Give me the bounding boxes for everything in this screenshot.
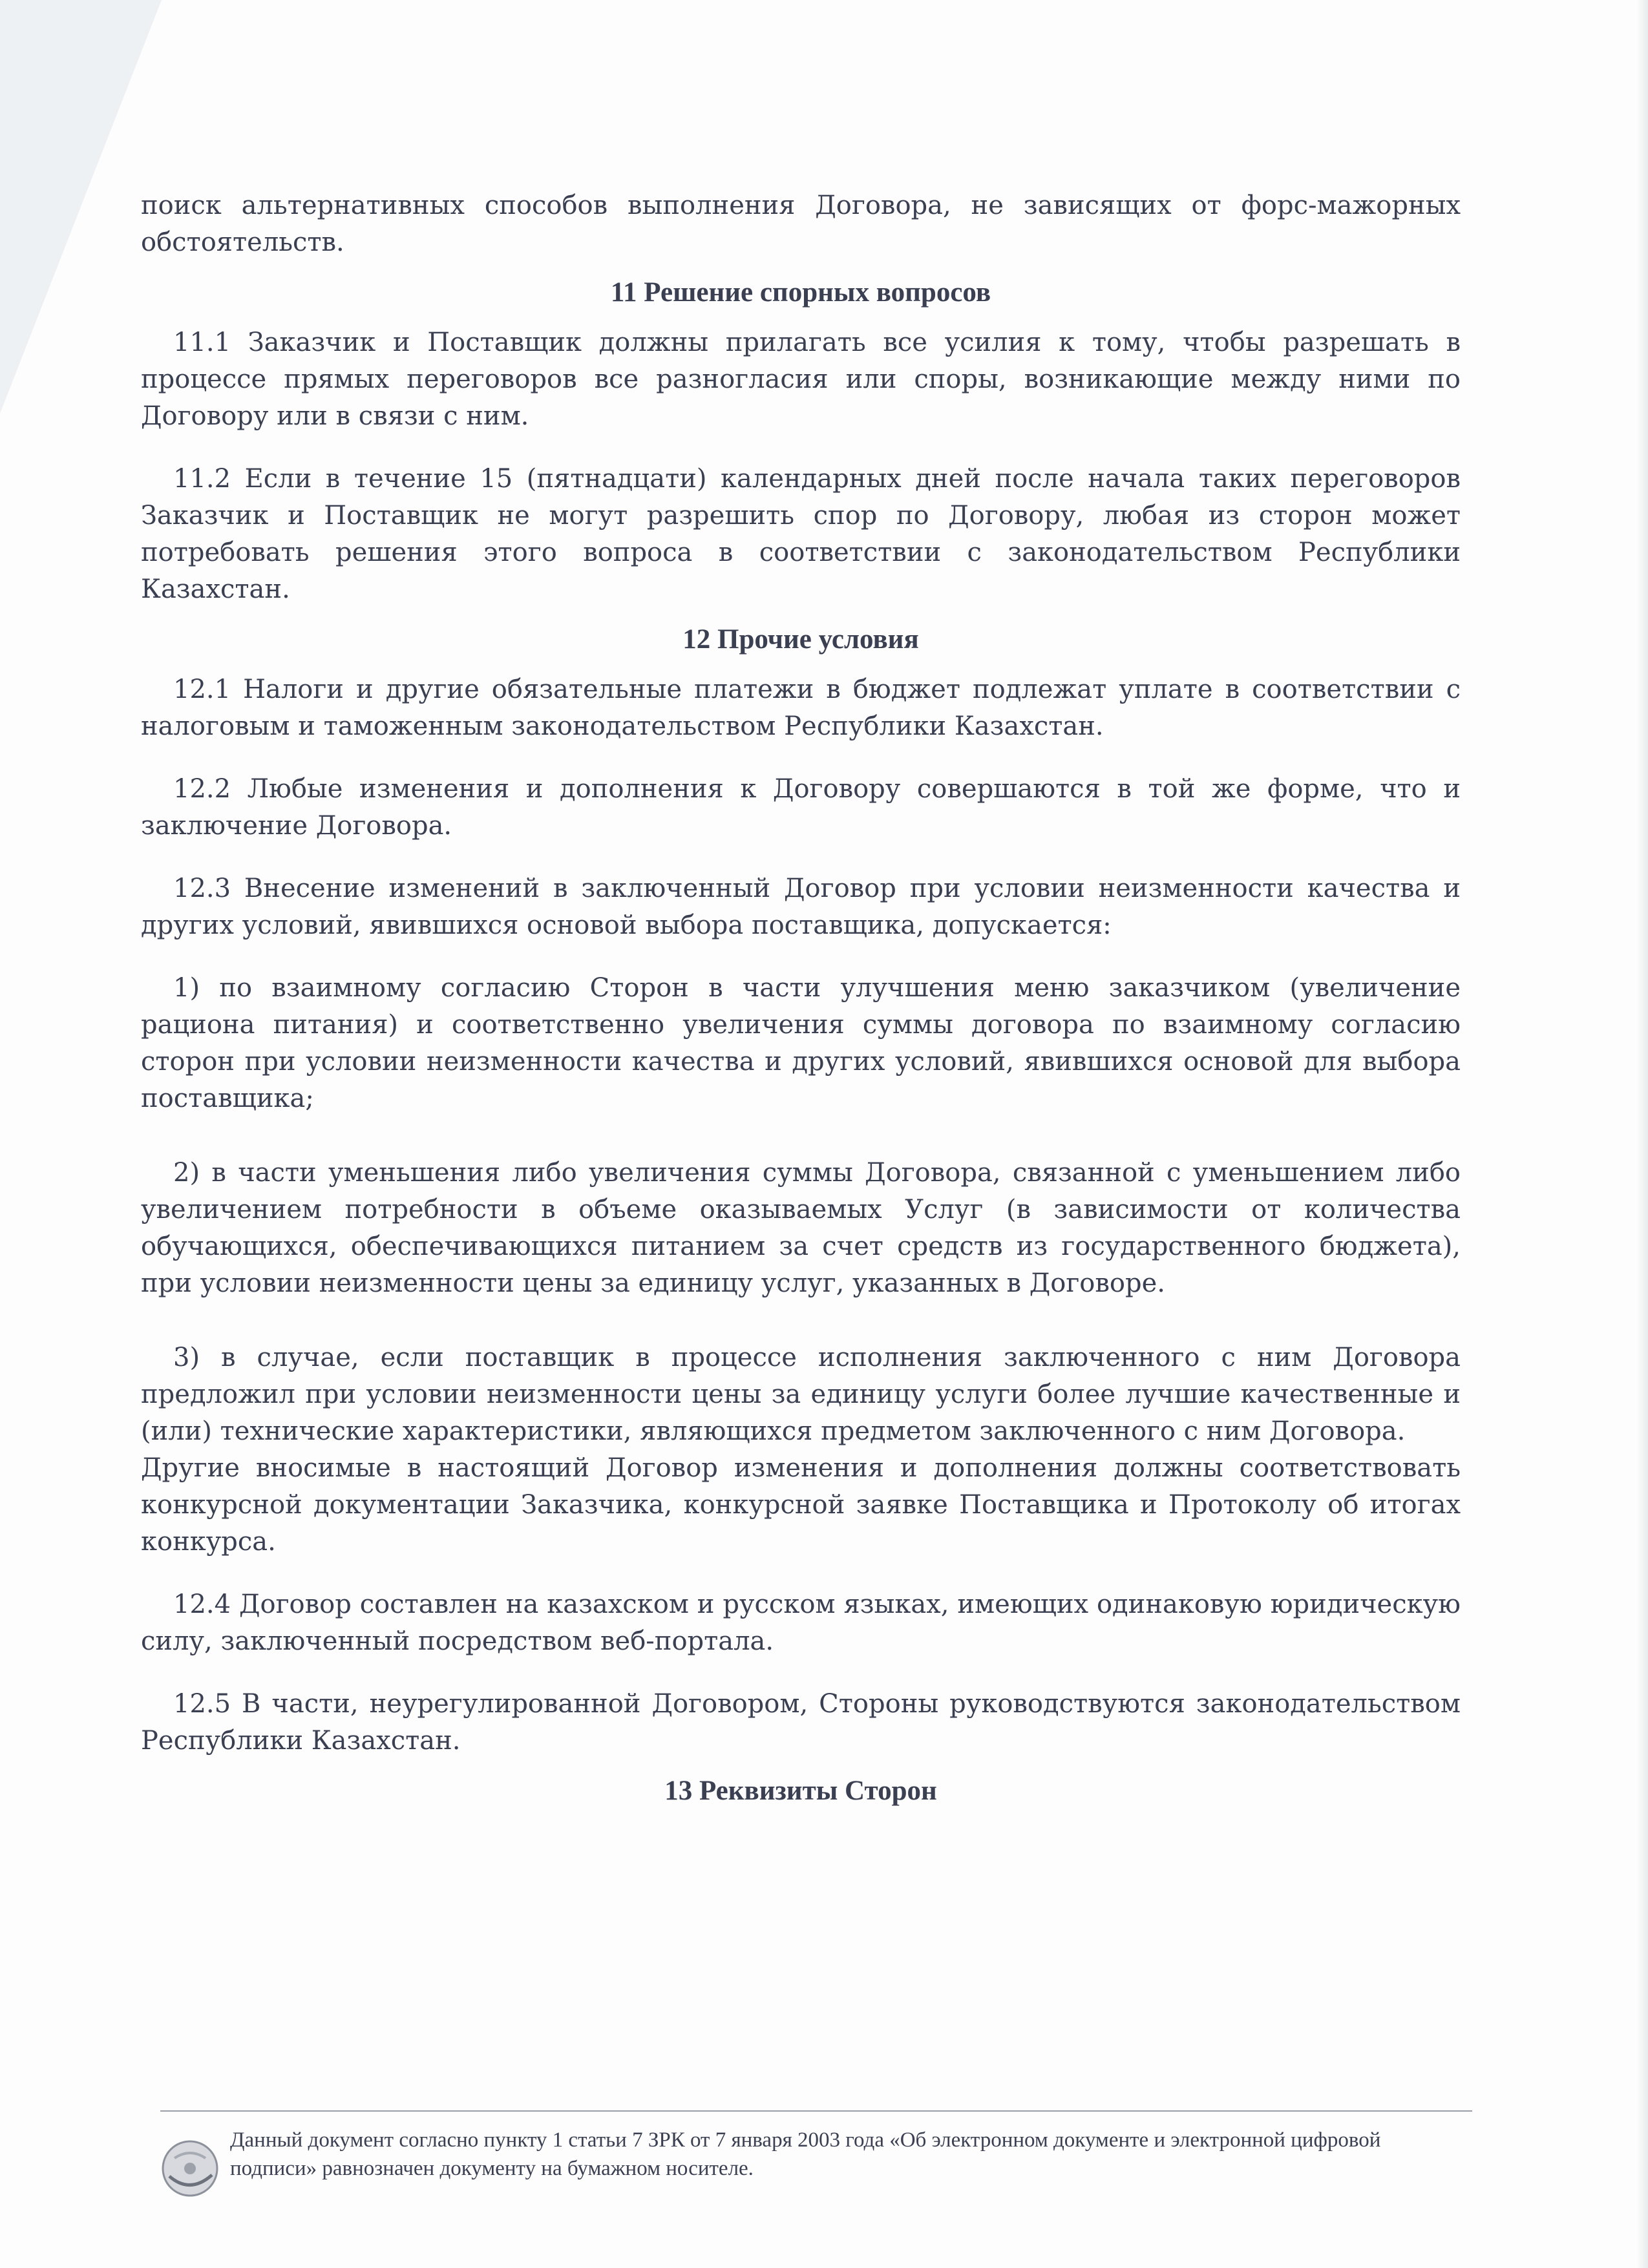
- electronic-document-seal-icon: [160, 2139, 220, 2198]
- clause-11-1: 11.1 Заказчик и Поставщик должны прилагать все усилия к тому, чтобы разрешать в процессе прямых переговоров все разногласия или споры, возникающие между ними по Договору или в связи с ним.: [141, 328, 1461, 431]
- clause-12-3-item-2: 2) в части уменьшения либо увеличения суммы Договора, связанной с уменьшением либо увеличением потребности в объеме оказываемых Услуг (в зависимости от количества обучающихся, обеспечивающихся питанием за счет средств из государственного бюджета), при условии неизменности цены за единицу услуг, указанных в Договоре.: [141, 1158, 1461, 1298]
- footer: [160, 2126, 1472, 2197]
- clause-12-3-item-1: 1) по взаимному согласию Сторон в части улучшения меню заказчиком (увеличение рациона питания) и соответственно увеличения суммы договора по взаимному согласию сторон при условии неизменности качества и других условий, явившихся основой для выбора поставщика;: [141, 973, 1461, 1113]
- document-body: [141, 187, 1461, 1810]
- clause-12-3: 12.3 Внесение изменений в заключенный Договор при условии неизменности качества и других условий, явившихся основой выбора поставщика, допускается:: [141, 874, 1461, 940]
- section-13-title: 13 Реквизиты Сторон: [664, 1776, 937, 1806]
- clause-12-5: 12.5 В части, неурегулированной Договором, Стороны руководствуются законодательством Республики Казахстан.: [141, 1689, 1461, 1756]
- footer-divider: [160, 2110, 1472, 2112]
- clause-12-3-item-3: 3) в случае, если поставщик в процессе исполнения заключенного с ним Договора предложил при условии неизменности цены за единицу услуги более лучшие качественные и (или) технические характеристики, являющихся предметом заключенного с ним Договора.: [141, 1343, 1461, 1446]
- intro-paragraph: поиск альтернативных способов выполнения Договора, не зависящих от форс-мажорных обстоятельств.: [141, 191, 1461, 257]
- clause-12-1: 12.1 Налоги и другие обязательные платежи в бюджет подлежат уплате в соответствии с налоговым и таможенным законодательством Республики Казахстан.: [141, 675, 1461, 741]
- clause-12-2: 12.2 Любые изменения и дополнения к Договору совершаются в той же форме, что и заключение Договора.: [141, 774, 1461, 841]
- clause-12-3-amendments: Другие вносимые в настоящий Договор изменения и дополнения должны соответствовать конкурсной документации Заказчика, конкурсной заявке Поставщика и Протоколу об итогах конкурса.: [141, 1453, 1461, 1557]
- folded-corner-shadow: [0, 0, 162, 414]
- page-edge-shadow: [1635, 0, 1648, 2268]
- footer-legal-note: Данный документ согласно пункту 1 статьи 7 ЗРК от 7 января 2003 года «Об электронном документе и электронной цифровой подписи» равнозначен документу на бумажном носителе.: [230, 2128, 1381, 2180]
- clause-12-4: 12.4 Договор составлен на казахском и русском языках, имеющих одинаковую юридическую силу, заключенный посредством веб-портала.: [141, 1590, 1461, 1656]
- section-11-title: 11 Решение спорных вопросов: [610, 277, 991, 308]
- clause-11-2: 11.2 Если в течение 15 (пятнадцати) календарных дней после начала таких переговоров Заказчик и Поставщик не могут разрешить спор по Договору, любая из сторон может потребовать решения этого вопроса в соответствии с законодательством Республики Казахстан.: [141, 464, 1461, 604]
- section-12-title: 12 Прочие условия: [682, 624, 919, 655]
